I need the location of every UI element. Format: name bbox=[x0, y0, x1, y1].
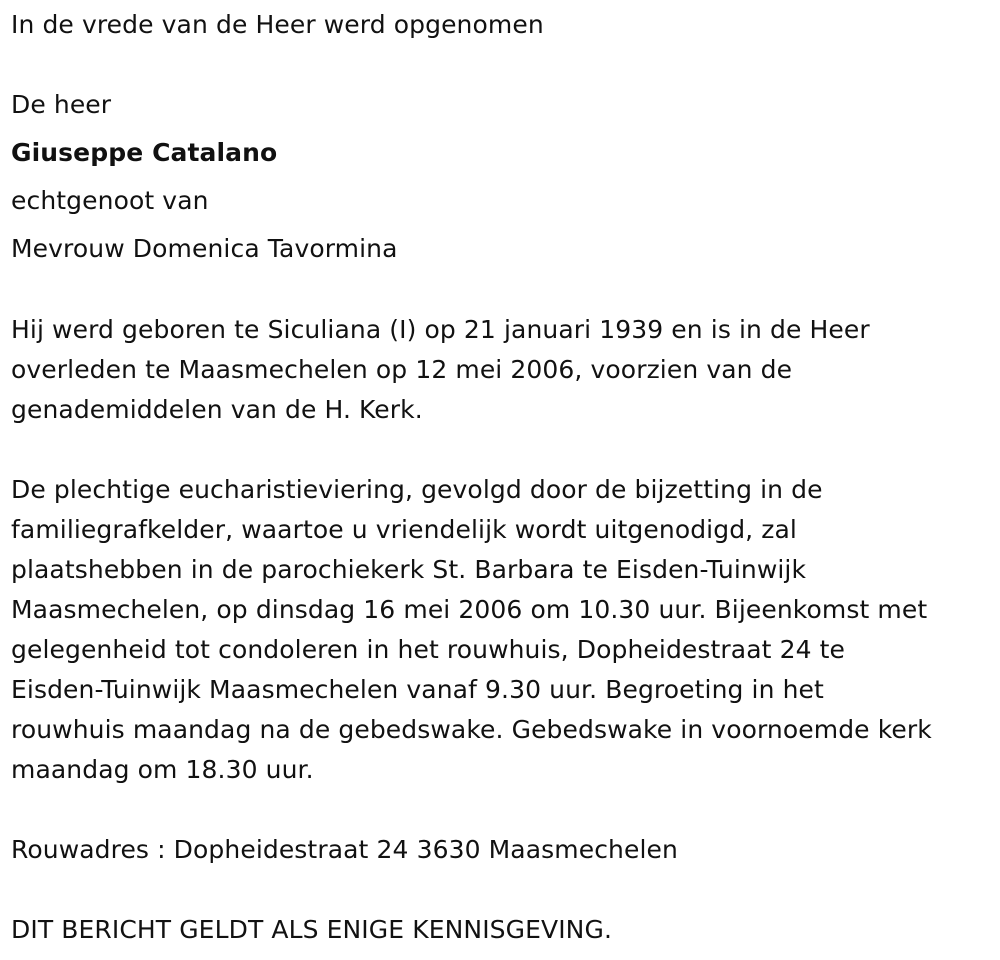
relation-label: echtgenoot van bbox=[11, 186, 209, 215]
spouse-name: Mevrouw Domenica Tavormina bbox=[11, 234, 398, 263]
ceremony-paragraph: De plechtige eucharistieviering, gevolgd door de bijzetting in de familiegrafkelder, waartoe u vriendelijk wordt uitgenodigd, zal plaatshebben in de parochiekerk St. Barbara te Eisden-Tuinwijk Maasmechelen, op dinsdag 16 mei 2006 om 10.30 uur. Bijeenkomst met gelegenheid tot condoleren in het rouwhuis, Dopheidestraat 24 te Eisden-Tuinwijk Maasmechelen vanaf 9.30 uur. Begroeting in het rouwhuis maandag na de gebedswake. Gebedswake in voornoemde kerk maandag om 18.30 uur. bbox=[11, 475, 932, 784]
closing-statement: DIT BERICHT GELDT ALS ENIGE KENNISGEVING. bbox=[11, 915, 612, 944]
salutation: De heer bbox=[11, 90, 112, 119]
deceased-name: Giuseppe Catalano bbox=[11, 138, 278, 167]
birth-death-paragraph: Hij werd geboren te Siculiana (I) op 21 januari 1939 en is in de Heer overleden te Maasmechelen op 12 mei 2006, voorzien van de genademiddelen van de H. Kerk. bbox=[11, 315, 870, 424]
funeral-address: Rouwadres : Dopheidestraat 24 3630 Maasmechelen bbox=[11, 835, 678, 864]
intro-line: In de vrede van de Heer werd opgenomen bbox=[11, 10, 544, 39]
